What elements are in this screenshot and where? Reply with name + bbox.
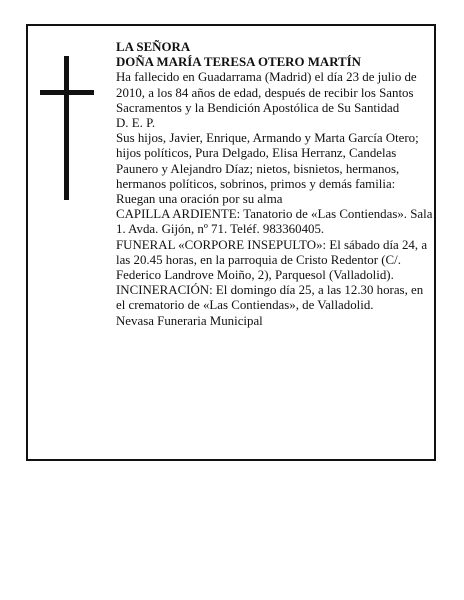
cross-horizontal-bar: [40, 90, 94, 95]
funeral-home: Nevasa Funeraria Municipal: [116, 313, 263, 328]
chapel-paragraph: CAPILLA ARDIENTE: Tanatorio de «Las Contiendas». Sala 1. Avda. Gijón, nº 71. Teléf. 983360405.: [116, 207, 433, 237]
cross-vertical-bar: [64, 56, 69, 200]
obituary-notice: [26, 24, 436, 461]
family-paragraph: Sus hijos, Javier, Enrique, Armando y Marta García Otero; hijos políticos, Pura Delgado, Elisa Herranz, Candelas Paunero y Alejandro Díaz; nietos, bisnietos, hermanos, hermanos políticos, sobrinos, primos y demás familia:: [116, 131, 419, 191]
notice-text: [116, 40, 434, 329]
latin-cross-icon: [40, 56, 94, 200]
death-paragraph: Ha fallecido en Guadarrama (Madrid) el día 23 de julio de 2010, a los 84 años de edad, después de recibir los Santos Sacramentos y la Bendición Apostólica de Su Santidad: [116, 70, 417, 115]
prayer-request: Ruegan una oración por su alma: [116, 192, 283, 207]
notice-title-line1: LA SEÑORA: [116, 40, 191, 54]
dep-text: D. E. P.: [116, 116, 156, 131]
deceased-name: DOÑA MARÍA TERESA OTERO MARTÍN: [116, 55, 361, 70]
funeral-paragraph: FUNERAL «CORPORE INSEPULTO»: El sábado día 24, a las 20.45 horas, en la parroquia de Cristo Redentor (C/. Federico Landrove Moiño, 2), Parquesol (Valladolid). INCINERACIÓN: El domingo día 25, a las 12.30 horas, en el crematorio de «Las Contiendas», de Valladolid.: [116, 237, 428, 313]
